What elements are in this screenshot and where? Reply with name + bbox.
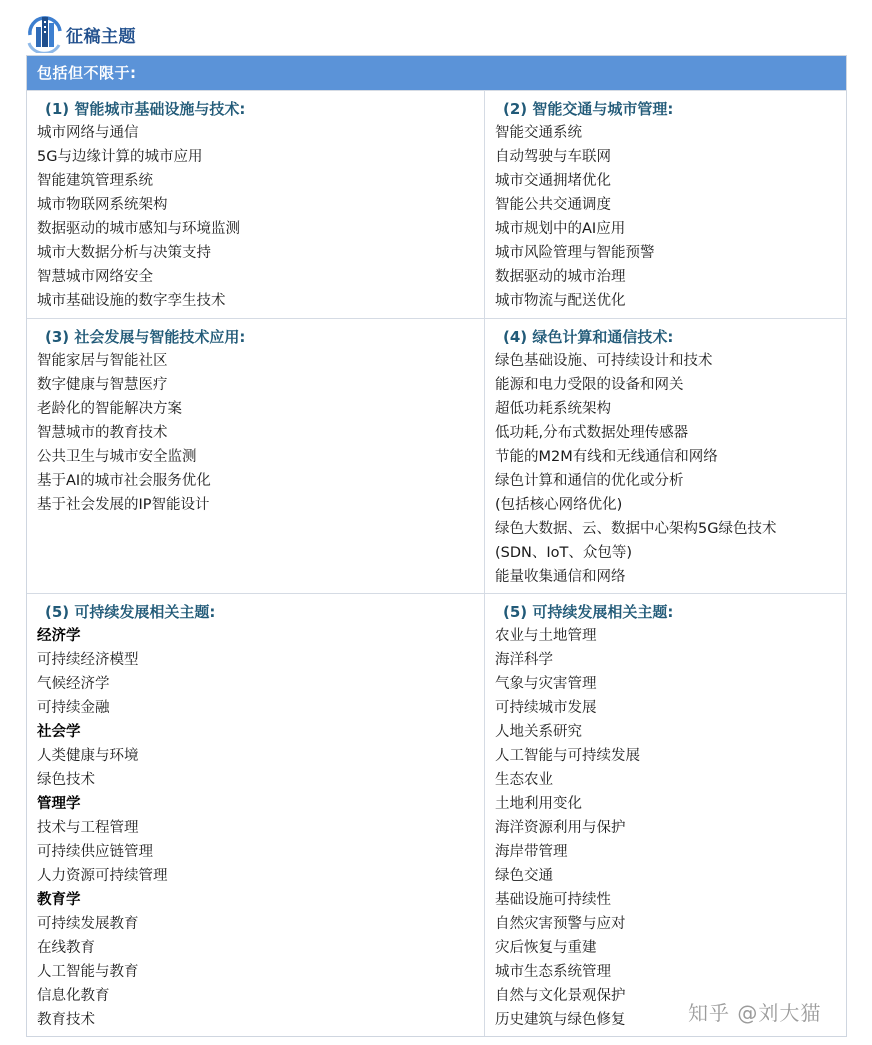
- topic-item: 生态农业: [495, 772, 553, 788]
- topic-item: 绿色大数据、云、数据中心架构5G绿色技术: [495, 521, 777, 537]
- section-title: (1) 智能城市基础设施与技术:: [45, 100, 246, 118]
- topic-item: 城市生态系统管理: [495, 964, 611, 980]
- topic-item: 城市网络与通信: [37, 125, 139, 141]
- topic-item: 老龄化的智能解决方案: [37, 401, 182, 417]
- topic-item: 可持续供应链管理: [37, 844, 153, 860]
- section-1-cell: [27, 91, 484, 318]
- topic-item: 数据驱动的城市治理: [495, 269, 626, 285]
- topic-item: 海岸带管理: [495, 844, 568, 860]
- topic-item: 智能公共交通调度: [495, 197, 611, 213]
- topic-item: 节能的M2M有线和无线通信和网络: [495, 449, 718, 465]
- topic-item: 城市大数据分析与决策支持: [37, 245, 211, 261]
- topic-item: 人工智能与教育: [37, 964, 139, 980]
- category-heading: 社会学: [37, 724, 81, 740]
- topic-item: 城市物联网系统架构: [37, 197, 168, 213]
- topic-list: [495, 624, 846, 1032]
- topic-item: 城市规划中的AI应用: [495, 221, 626, 237]
- topic-list: [495, 121, 846, 313]
- topic-item: 人工智能与可持续发展: [495, 748, 640, 764]
- page-header: [26, 12, 136, 54]
- topic-item: 绿色计算和通信的优化或分析: [495, 473, 684, 489]
- topic-item: 智能建筑管理系统: [37, 173, 153, 189]
- topic-item: 气候经济学: [37, 676, 110, 692]
- section-6-cell: [484, 594, 846, 1036]
- topic-item: 智慧城市网络安全: [37, 269, 153, 285]
- topic-item: 自动驾驶与车联网: [495, 149, 611, 165]
- topic-item: 人地关系研究: [495, 724, 582, 740]
- section-3-cell: [27, 319, 484, 593]
- topic-list: [37, 121, 484, 313]
- topic-item: 技术与工程管理: [37, 820, 139, 836]
- topic-item: 在线教育: [37, 940, 95, 956]
- section-title: (5) 可持续发展相关主题:: [45, 603, 216, 621]
- topic-item: 自然与文化景观保护: [495, 988, 626, 1004]
- topic-item: 基于AI的城市社会服务优化: [37, 473, 211, 489]
- table-banner: 包括但不限于:: [27, 56, 846, 90]
- topic-item: 能量收集通信和网络: [495, 569, 626, 585]
- topic-item: (SDN、IoT、众包等): [495, 545, 633, 561]
- topics-table: [26, 55, 847, 1037]
- topic-list: [495, 349, 846, 589]
- table-row: [27, 318, 846, 593]
- topic-item: 智能交通系统: [495, 125, 582, 141]
- topic-item: 农业与土地管理: [495, 628, 597, 644]
- topic-item: 人类健康与环境: [37, 748, 139, 764]
- topic-item: 超低功耗系统架构: [495, 401, 611, 417]
- city-building-logo-icon: [26, 13, 64, 53]
- topic-item: (包括核心网络优化): [495, 497, 623, 513]
- section-4-cell: [484, 319, 846, 593]
- category-heading: 管理学: [37, 796, 81, 812]
- section-title: (2) 智能交通与城市管理:: [503, 100, 674, 118]
- topic-item: 海洋资源利用与保护: [495, 820, 626, 836]
- topic-item: 气象与灾害管理: [495, 676, 597, 692]
- page-title: 征稿主题: [66, 26, 136, 47]
- topic-item: 土地利用变化: [495, 796, 582, 812]
- topic-list: [37, 349, 484, 517]
- topic-item: 公共卫生与城市安全监测: [37, 449, 197, 465]
- topic-item: 智能家居与智能社区: [37, 353, 168, 369]
- topic-item: 数据驱动的城市感知与环境监测: [37, 221, 240, 237]
- topic-item: 灾后恢复与重建: [495, 940, 597, 956]
- section-5-cell: [27, 594, 484, 1036]
- topic-item: 自然灾害预警与应对: [495, 916, 626, 932]
- topic-item: 绿色技术: [37, 772, 95, 788]
- topic-item: 绿色基础设施、可持续设计和技术: [495, 353, 713, 369]
- topic-item: 数字健康与智慧医疗: [37, 377, 168, 393]
- section-title: (5) 可持续发展相关主题:: [503, 603, 674, 621]
- category-heading: 教育学: [37, 892, 81, 908]
- topic-item: 城市物流与配送优化: [495, 293, 626, 309]
- topic-item: 海洋科学: [495, 652, 553, 668]
- topic-item: 信息化教育: [37, 988, 110, 1004]
- table-row: [27, 90, 846, 318]
- topic-item: 5G与边缘计算的城市应用: [37, 149, 203, 165]
- topic-item: 教育技术: [37, 1012, 95, 1028]
- topic-item: 城市基础设施的数字孪生技术: [37, 293, 226, 309]
- topic-item: 基础设施可持续性: [495, 892, 611, 908]
- topic-item: 基于社会发展的IP智能设计: [37, 497, 210, 513]
- topic-item: 城市交通拥堵优化: [495, 173, 611, 189]
- topic-item: 人力资源可持续管理: [37, 868, 168, 884]
- category-heading: 经济学: [37, 628, 81, 644]
- topic-item: 可持续金融: [37, 700, 110, 716]
- topic-item: 智慧城市的教育技术: [37, 425, 168, 441]
- zhihu-watermark: 知乎 @刘大猫: [688, 1001, 822, 1025]
- topic-item: 可持续城市发展: [495, 700, 597, 716]
- topic-list: [37, 624, 484, 1032]
- section-2-cell: [484, 91, 846, 318]
- topic-item: 可持续发展教育: [37, 916, 139, 932]
- topic-item: 能源和电力受限的设备和网关: [495, 377, 684, 393]
- topic-item: 低功耗,分布式数据处理传感器: [495, 425, 689, 441]
- table-row: [27, 593, 846, 1036]
- topic-item: 历史建筑与绿色修复: [495, 1012, 626, 1028]
- section-title: (3) 社会发展与智能技术应用:: [45, 328, 246, 346]
- topic-item: 城市风险管理与智能预警: [495, 245, 655, 261]
- section-title: (4) 绿色计算和通信技术:: [503, 328, 674, 346]
- topic-item: 绿色交通: [495, 868, 553, 884]
- topic-item: 可持续经济模型: [37, 652, 139, 668]
